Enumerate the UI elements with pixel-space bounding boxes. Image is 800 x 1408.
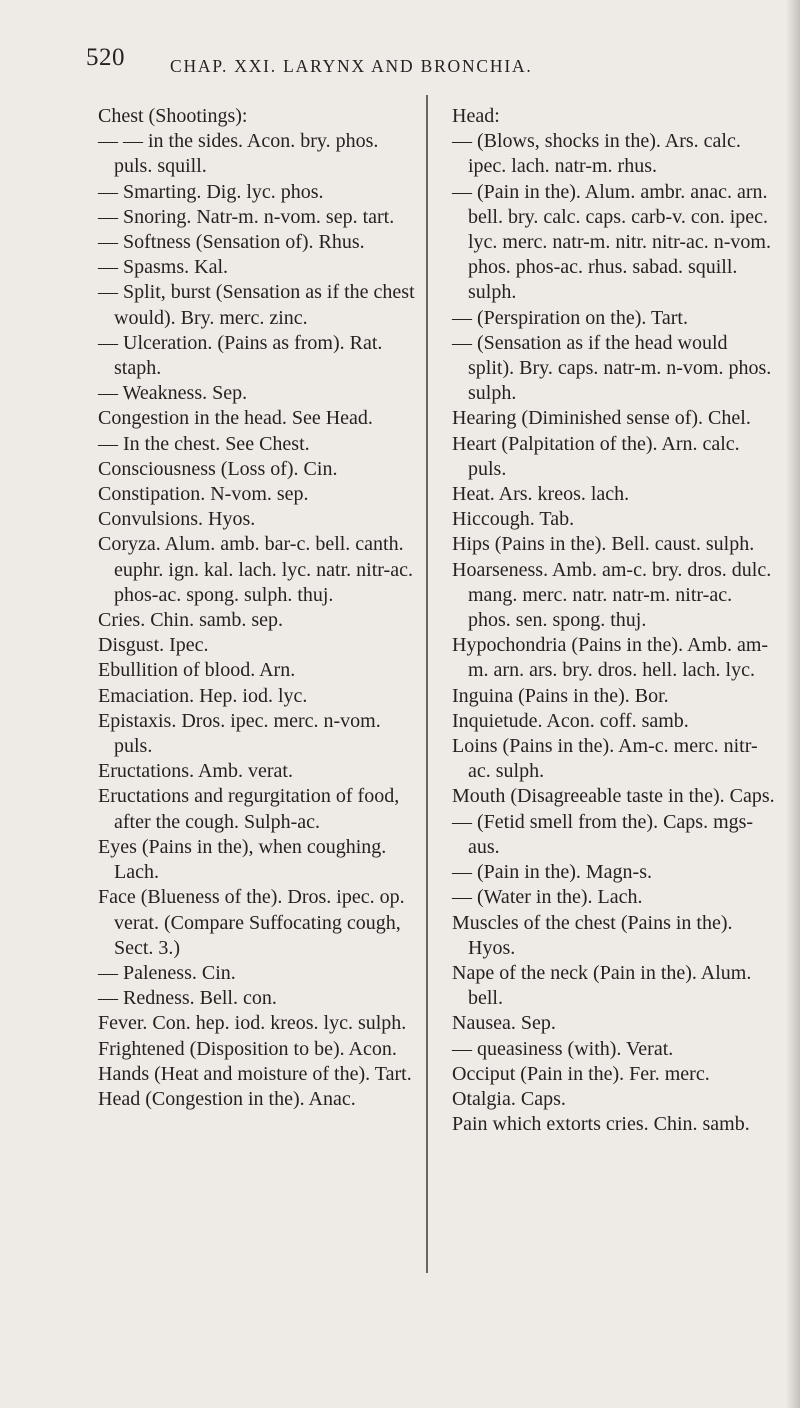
index-entry: Inguina (Pains in the). Bor. xyxy=(452,684,669,707)
index-entry: Loins (Pains in the). Am-c. merc. nitr-ac. sulph. xyxy=(452,735,758,783)
index-entry: — — in the sides. Acon. bry. phos. puls. squill. xyxy=(98,130,379,178)
index-entry: Inquietude. Acon. coff. samb. xyxy=(452,709,689,732)
index-entry: Chest (Shootings): xyxy=(98,105,248,127)
index-entry: Disgust. Ipec. xyxy=(98,634,209,657)
index-entry: Eyes (Pains in the), when coughing. Lach. xyxy=(98,835,387,884)
index-entry: Ebullition of blood. Arn. xyxy=(98,659,296,682)
index-entry: — Redness. Bell. con. xyxy=(98,987,277,1010)
index-entry: Fever. Con. hep. iod. kreos. lyc. sulph. xyxy=(98,1012,407,1035)
index-entry: — queasiness (with). Verat. xyxy=(452,1037,674,1060)
index-entry: Muscles of the chest (Pains in the). Hyos. xyxy=(452,911,733,959)
index-entry: — Weakness. Sep. xyxy=(98,382,248,405)
index-entry: — (Fetid smell from the). Caps. mgs-aus. xyxy=(452,810,754,858)
index-entry: — Smarting. Dig. lyc. phos. xyxy=(98,180,324,203)
index-entry: — (Perspiration on the). Tart. xyxy=(452,306,688,329)
index-entry: Hypochondria (Pains in the). Amb. am-m. arn. ars. bry. dros. hell. lach. lyc. xyxy=(452,634,769,682)
index-entry: Congestion in the head. See Head. xyxy=(98,407,373,430)
index-entry: Head: xyxy=(452,105,500,127)
index-entry: Epistaxis. Dros. ipec. merc. n-vom. puls. xyxy=(98,709,381,758)
right-column xyxy=(452,104,777,1137)
index-entry: Face (Blueness of the). Dros. ipec. op. verat. (Compare Suffocating cough, Sect. 3.) xyxy=(98,886,405,959)
left-column xyxy=(98,104,416,1112)
index-entry: Constipation. N-vom. sep. xyxy=(98,483,309,506)
index-entry: — (Pain in the). Alum. ambr. anac. arn. bell. bry. calc. caps. carb-v. con. ipec. lyc. merc. natr-m. nitr. nitr-ac. n-vom. phos. phos-ac. rhus. sabad. squill. sulph. xyxy=(452,180,771,304)
index-entry: Eructations. Amb. verat. xyxy=(98,760,293,783)
column-divider xyxy=(426,95,428,1273)
index-entry: Consciousness (Loss of). Cin. xyxy=(98,457,338,480)
index-entry: Cries. Chin. samb. sep. xyxy=(98,609,283,632)
index-entry: Emaciation. Hep. iod. lyc. xyxy=(98,684,308,707)
index-entry: — Spasms. Kal. xyxy=(98,256,228,279)
index-entry: Hips (Pains in the). Bell. caust. sulph. xyxy=(452,533,755,556)
running-head: CHAP. XXI. LARYNX AND BRONCHIA. xyxy=(170,56,533,76)
index-entry: Occiput (Pain in the). Fer. merc. xyxy=(452,1062,710,1085)
page-number: 520 xyxy=(86,44,125,71)
index-entry: Hoarseness. Amb. am-c. bry. dros. dulc. mang. merc. natr. natr-m. nitr-ac. phos. sen. spong. thuj. xyxy=(452,558,772,632)
index-entry: Hands (Heat and moisture of the). Tart. xyxy=(98,1062,412,1085)
index-entry: Heart (Palpitation of the). Arn. calc. puls. xyxy=(452,432,740,480)
page-edge-shadow xyxy=(786,0,800,1408)
index-entry: Pain which extorts cries. Chin. samb. xyxy=(452,1113,750,1136)
index-entry: — Snoring. Natr-m. n-vom. sep. tart. xyxy=(98,205,395,228)
index-entry: — Paleness. Cin. xyxy=(98,961,236,984)
index-entry: Head (Congestion in the). Anac. xyxy=(98,1087,356,1110)
index-entry: — In the chest. See Chest. xyxy=(98,432,310,455)
index-entry: Convulsions. Hyos. xyxy=(98,508,256,531)
index-entry: — (Water in the). Lach. xyxy=(452,886,643,909)
index-entry: Mouth (Disagreeable taste in the). Caps. xyxy=(452,785,775,808)
index-entry: — Softness (Sensation of). Rhus. xyxy=(98,231,365,254)
index-entry: Heat. Ars. kreos. lach. xyxy=(452,483,630,506)
index-entry: Coryza. Alum. amb. bar-c. bell. canth. euphr. ign. kal. lach. lyc. natr. nitr-ac. phos-ac. spong. sulph. thuj. xyxy=(98,533,413,606)
index-entry: — (Sensation as if the head would split). Bry. caps. natr-m. n-vom. phos. sulph. xyxy=(452,331,772,405)
index-entry: Nape of the neck (Pain in the). Alum. bell. xyxy=(452,961,752,1010)
index-entry: Hiccough. Tab. xyxy=(452,508,575,531)
index-entry: Eructations and regurgitation of food, after the cough. Sulph-ac. xyxy=(98,785,400,833)
index-entry: — (Pain in the). Magn-s. xyxy=(452,861,652,884)
index-entry: Frightened (Disposition to be). Acon. xyxy=(98,1037,397,1060)
index-entry: — (Blows, shocks in the). Ars. calc. ipec. lach. natr-m. rhus. xyxy=(452,130,741,178)
index-entry: Nausea. Sep. xyxy=(452,1012,556,1035)
index-entry: Hearing (Diminished sense of). Chel. xyxy=(452,407,751,430)
index-entry: — Ulceration. (Pains as from). Rat. staph. xyxy=(98,331,383,380)
index-entry: Otalgia. Caps. xyxy=(452,1087,566,1110)
index-entry: — Split, burst (Sensation as if the chest would). Bry. merc. zinc. xyxy=(98,281,415,329)
